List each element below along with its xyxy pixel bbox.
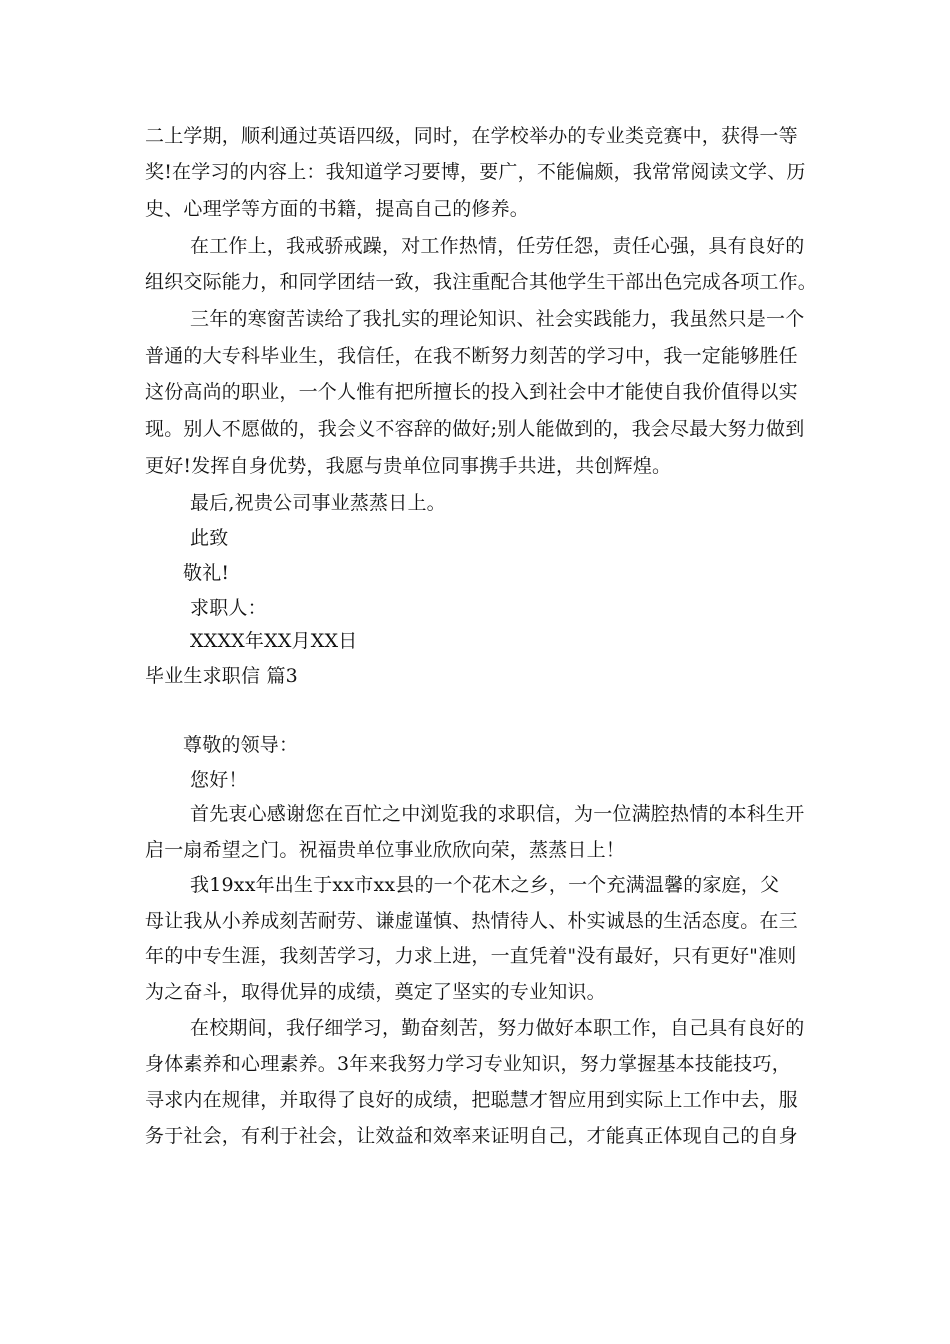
text-line: 在校期间，我仔细学习，勤奋刻苦，努力做好本职工作，自己具有良好的 [190,1017,805,1039]
text-line: 这份高尚的职业，一个人惟有把所擅长的投入到社会中才能使自我价值得以实 [145,381,798,403]
text-line: 求职人： [190,597,267,619]
text-line: 普通的大专科毕业生，我信任，在我不断努力刻苦的学习中，我一定能够胜任 [145,345,798,367]
text-line: 为之奋斗，取得优异的成绩，奠定了坚实的专业知识。 [145,981,606,1003]
text-line: 最后,祝贵公司事业蒸蒸日上。 [190,492,446,514]
text-line: 启一扇希望之门。祝福贵单位事业欣欣向荣，蒸蒸日上！ [145,839,626,861]
section-heading: 毕业生求职信 篇3 [145,665,298,687]
text-line: 现。别人不愿做的，我会义不容辞的做好;别人能做到的，我会尽最大努力做到 [145,418,805,440]
text-line: 奖!在学习的内容上：我知道学习要博，要广，不能偏颇，我常常阅读文学、历 [145,161,806,183]
text-line: 组织交际能力，和同学团结一致，我注重配合其他学生干部出色完成各项工作。 [145,271,818,293]
text-line: 身体素养和心理素养。3年来我努力学习专业知识，努力掌握基本技能技巧， [145,1053,791,1075]
text-line: 务于社会，有利于社会，让效益和效率来证明自己，才能真正体现自己的自身 [145,1125,798,1147]
text-line: 寻求内在规律，并取得了良好的成绩，把聪慧才智应用到实际上工作中去，服 [145,1089,798,1111]
text-line: 三年的寒窗苦读给了我扎实的理论知识、社会实践能力，我虽然只是一个 [190,308,805,330]
text-line: 二上学期，顺利通过英语四级，同时，在学校举办的专业类竞赛中，获得一等 [145,125,798,147]
text-line: 首先衷心感谢您在百忙之中浏览我的求职信，为一位满腔热情的本科生开 [190,803,805,825]
text-line: 更好!发挥自身优势，我愿与贵单位同事携手共进，共创辉煌。 [145,455,672,477]
date-line: XXXX年XX月XX日 [190,630,358,652]
text-line: 敬礼! [183,562,230,584]
text-line: 您好！ [190,769,248,791]
text-line: 我19xx年出生于xx市xx县的一个花木之乡，一个充满温馨的家庭，父 [190,874,780,896]
text-line: 史、心理学等方面的书籍，提高自己的修养。 [145,198,530,220]
salutation: 尊敬的领导： [183,734,299,756]
text-line: 母让我从小养成刻苦耐劳、谦虚谨慎、热情待人、朴实诚恳的生活态度。在三 [145,910,798,932]
text-line: 年的中专生涯，我刻苦学习，力求上进，一直凭着"没有最好，只有更好"准则 [145,945,797,967]
text-line: 在工作上，我戒骄戒躁，对工作热情，任劳任怨，责任心强，具有良好的 [190,235,805,257]
text-line: 此致 [190,527,229,549]
